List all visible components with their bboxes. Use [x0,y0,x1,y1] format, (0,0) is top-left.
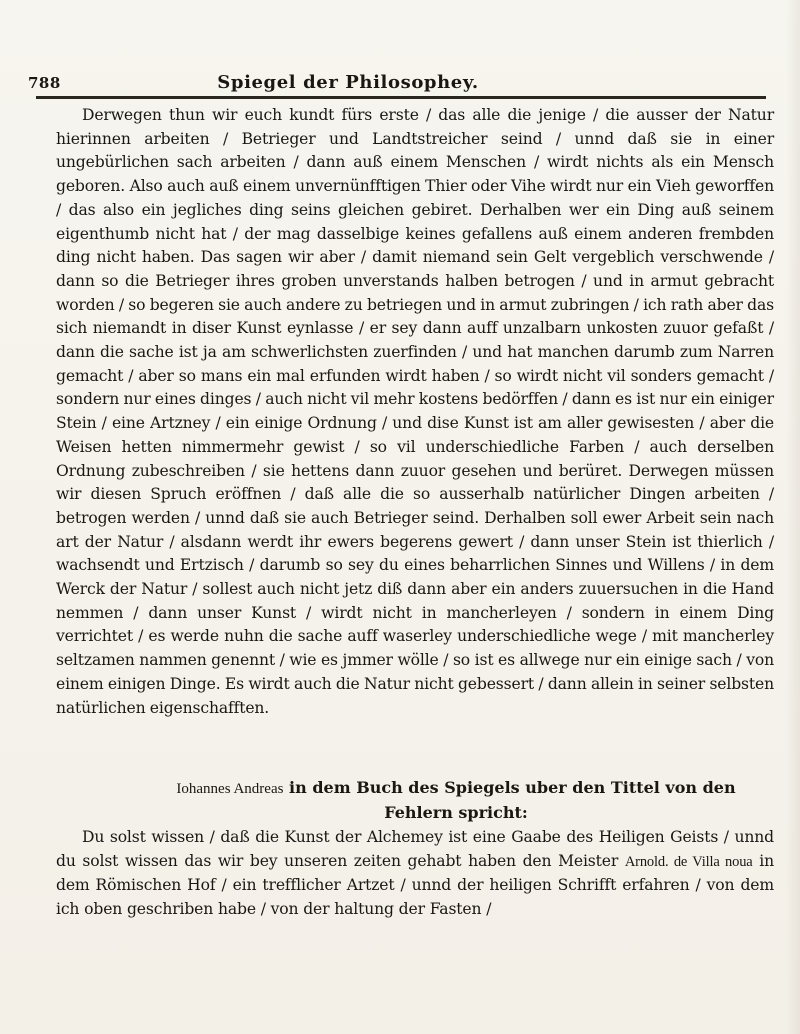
citation-text-1: Du solst wissen / daß die Kunst der Alchemey ist eine Gaabe des Heiligen Geists / unnd du solst wissen das wir bey unseren zeiten gehabt haben den Meister [56,828,774,870]
citation-heading [156,776,756,825]
header-rule [36,96,766,99]
citation-heading-text: in dem Buch des Spiegels uber den Tittel von den Fehlern spricht: [283,778,736,822]
citation-author: Iohannes Andreas [176,781,284,797]
page-edge-shadow [786,0,800,1034]
citation-paragraph-text [56,826,774,922]
page-number: 788 [28,74,61,92]
paragraph-derwegen: Derwegen thun wir euch kundt fürs erste / das alle die jenige / die ausser der Natur hierinnen arbeiten / Betrieger und Landtstreicher seind / unnd daß sie in einer ungebürlichen sach arbeiten / dann auß einem Menschen / wirdt nichts als ein Mensch geboren. Also auch auß einem unvernünfftigen Thier oder Vihe wirdt nur ein Vieh geworffen / das also ein jegliches ding seins gleichen gebiret. Derhalben wer ein Ding auß seinem eigenthumb nicht hat / der mag dasselbige keines gefallens auß einem anderen frembden ding nicht haben. Das sagen wir aber / damit niemand sein Gelt vergeblich verschwende / dann so die Betrieger ihres groben unverstands halben betrogen / und in armut gebracht worden / so begeren sie auch andere zu betriegen und in armut zubringen / ich rath aber das sich niemandt in diser Kunst eynlasse / er sey dann auff unzalbarn unkosten zuuor gefaßt / dann die sache ist ja am schwerlichsten zuerfinden / und hat manchen darumb zum Narren gemacht / aber so mans ein mal erfunden wirdt haben / so wirdt nicht vil sonders gemacht / sondern nur eines dinges / auch nicht vil mehr kostens bedörffen / dann es ist nur ein einiger Stein / eine Artzney / ein einige Ordnung / und dise Kunst ist am aller gewisesten / aber die Weisen hetten nimmermehr gewist / so vil underschiedliche Farben / auch derselben Ordnung zubeschreiben / sie hettens dann zuuor gesehen und berüret. Derwegen müssen wir diesen Spruch eröffnen / daß alle die so ausserhalb natürlicher Dingen arbeiten / betrogen werden / unnd daß sie auch Betrieger seind. Derhalben soll ewer Arbeit sein nach art der Natur / alsdann werdt ihr ewers begerens gewert / dann unser Stein ist thierlich / wachsendt und Ertzisch / darumb so sey du eines beharrlichen Sinnes und Willens / in dem Werck der Natur / sollest auch nicht jetz diß dann aber ein anders zuuersuchen in die Hand nemmen / dann unser Kunst / wirdt nicht in mancherleyen / sondern in einem Ding verrichtet / es werde nuhn die sache auff waserley underschiedliche wege / mit mancherley seltzamen nammen genennt / wie es jmmer wölle / so ist es allwege nur ein einige sach / von einem einigen Dinge. Es wirdt auch die Natur nicht gebessert / dann allein in seiner selbsten natürlichen eigenschafften. [56,106,774,717]
running-title: Spiegel der Philosophey. [217,72,479,93]
citation-text-2: in dem Römischen Hof / ein trefflicher Artzet / unnd der heiligen Schrifft erfahren / von dem ich oben geschriben habe / von der haltung der Fasten / [56,851,774,919]
citation-paragraph [56,826,774,922]
main-text-block [56,104,774,720]
citation-name: Arnold. de Villa noua [624,853,753,870]
page-header [28,74,770,96]
